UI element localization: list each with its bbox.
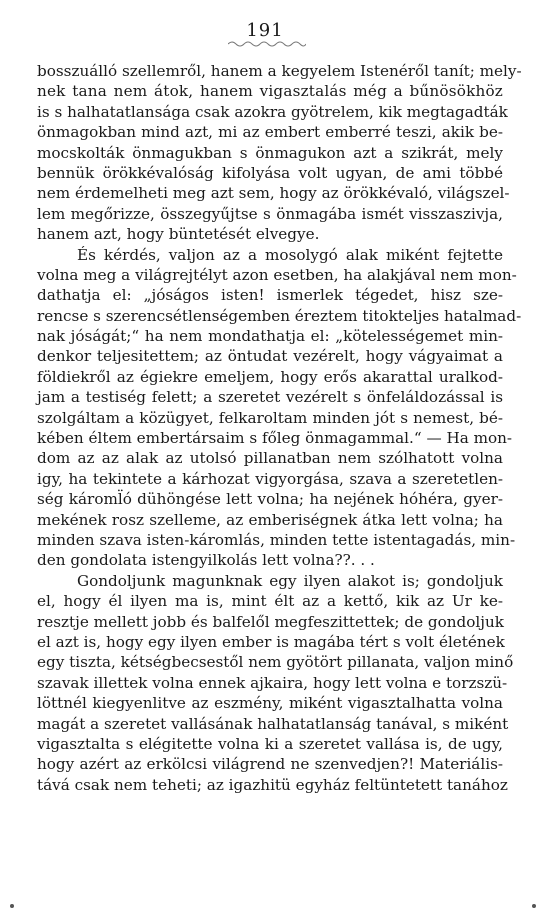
paragraph-start-line: Gondoljunk magunknak egy ilyen alakot is; gondoljuk	[77, 571, 503, 590]
text-line: hanem azt, hogy büntetését elvegye.	[37, 225, 320, 244]
paragraph-start-line: És kérdés, valjon az a mosolygó alak miként fejtette	[77, 245, 503, 264]
text-line: igy, ha tekintete a kárhozat vigyorgása, szava a szeretetlen-	[37, 469, 503, 488]
text-line: egy tiszta, kétségbecsestől nem gyötört pillanata, valjon minő	[37, 653, 514, 672]
text-line: mekének rosz szelleme, az emberiségnek átka lett volna; ha	[37, 510, 503, 529]
text-line: önmagokban mind azt, mi az embert emberré teszi, akik be-	[37, 123, 503, 142]
text-line: bosszuálló szellemről, hanem a kegyelem Istenéről tanít; mely-	[37, 62, 522, 80]
text-line: bennük örökkévalóság kifolyása volt ugyan, de ami többé	[37, 163, 503, 182]
text-line: nek tana nem átok, hanem vigasztalás még a bűnösökhöz	[37, 82, 503, 101]
text-line: mocskolták önmagukban s önmagukon azt a szikrát, mely	[37, 143, 503, 162]
text-line: magát a szeretet vallásának halhatatlanság tanával, s miként	[37, 714, 509, 733]
text-line: vigasztalta s elégitette volna ki a szeretet vallása is, de ugy,	[37, 734, 503, 753]
text-line: rencse s szerencsétlenségemben éreztem titokteljes hatalmad-	[37, 306, 522, 325]
text-line: kében éltem embertársaim s főleg önmagammal.“ — Ha mon-	[37, 429, 513, 448]
page-number: 191	[246, 20, 284, 41]
text-line: den gondolata istengyilkolás lett volna??. . .	[37, 551, 375, 570]
text-line: el, hogy él ilyen ma is, mint élt az a kettő, kik az Ur ke-	[37, 592, 503, 611]
text-line: el azt is, hogy egy ilyen ember is magába tért s volt életének	[37, 632, 505, 651]
text-line: denkor teljesitettem; az öntudat vezérelt, hogy vágyaimat a	[37, 347, 503, 366]
edge-speck	[532, 904, 536, 908]
text-line: volna meg a világrejtélyt azon esetben, ha alakjával nem mon-	[37, 265, 517, 284]
text-line: tává csak nem teheti; az igazhitü egyház feltüntetett tanához	[37, 775, 508, 794]
text-line: is s halhatatlansága csak azokra gyötrelem, kik megtagadták	[37, 102, 508, 121]
text-line: dathatja el: „jóságos isten! ismerlek tégedet, hisz sze-	[37, 286, 503, 305]
text-line: nem érdemelheti meg azt sem, hogy az örökkévaló, világszel-	[37, 184, 510, 203]
text-line: löttnél kiegyenlitve az eszmény, miként vigasztalhatta volna	[37, 694, 503, 713]
text-line: szavak illettek volna ennek ajkaira, hogy lett volna e torzszü-	[37, 673, 508, 692]
decorative-rule	[228, 40, 306, 48]
text-line: minden szava isten-káromlás, minden tette istentagadás, min-	[37, 530, 516, 549]
text-line: resztje mellett jobb és balfelől megfeszittettek; de gondoljuk	[37, 612, 504, 631]
edge-speck	[10, 904, 14, 908]
body-text	[37, 61, 522, 795]
text-line: szolgáltam a közügyet, felkaroltam minden jót s nemest, bé-	[37, 408, 503, 427]
text-line: jam a testiség felett; a szeretet vezérelt s önfeláldozással is	[37, 388, 503, 407]
text-line: hogy azért az erkölcsi világrend ne szenvedjen?! Materiális-	[37, 755, 503, 774]
text-line: földiekről az égiekre emeljem, hogy erős akarattal uralkod-	[37, 367, 503, 386]
text-line: ség károml̈ó dühöngése lett volna; ha nejének hóhéra, gyer-	[37, 490, 503, 509]
text-line: lem megőrizze, összegyűjtse s önmagába ismét visszaszivja,	[37, 204, 503, 223]
text-line: nak jóságát;“ ha nem mondathatja el: „kötelességemet min-	[37, 327, 503, 346]
text-line: dom az az alak az utolsó pillanatban nem szólhatott volna	[37, 449, 503, 468]
